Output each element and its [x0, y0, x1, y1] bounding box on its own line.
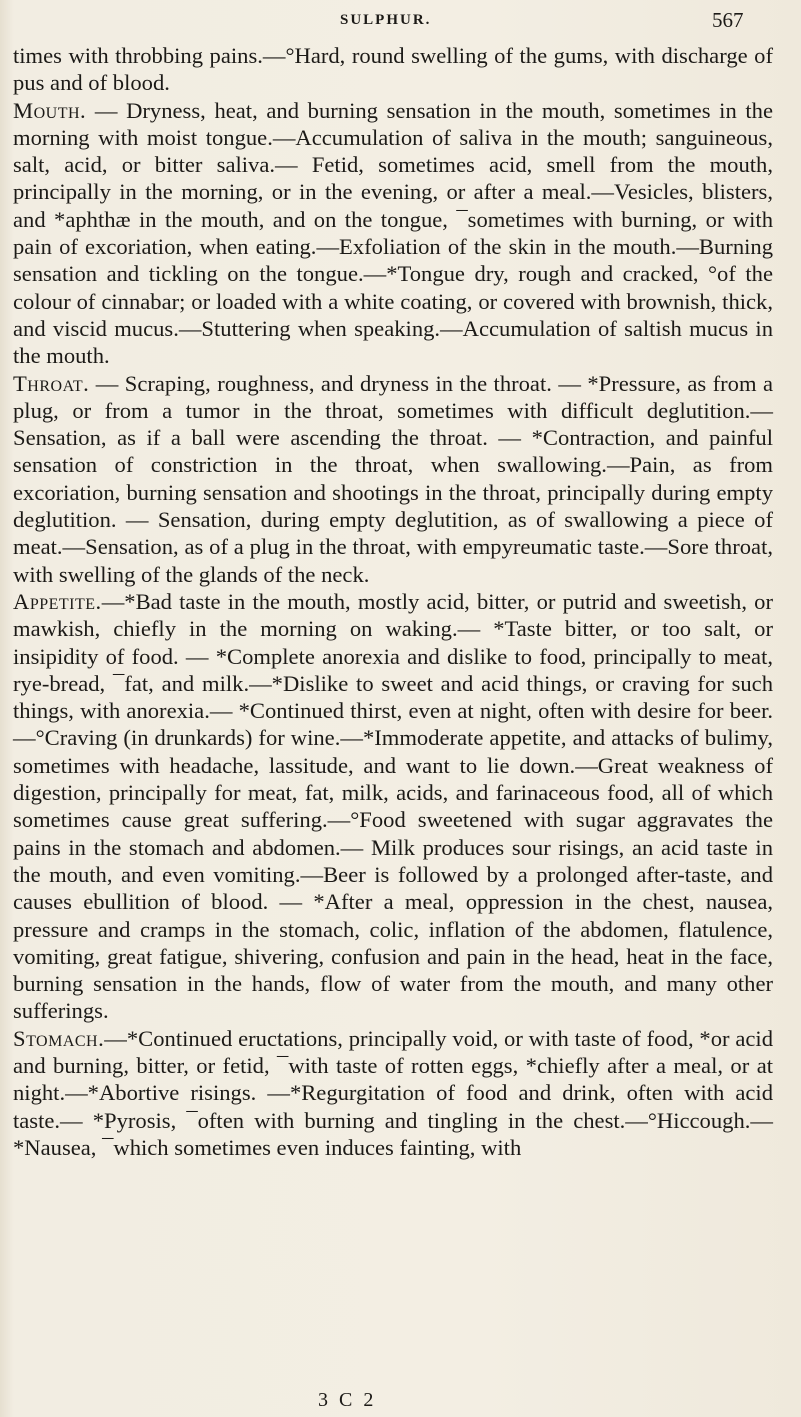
stomach-heading: Stomach.	[13, 1025, 105, 1051]
page-header	[0, 8, 801, 34]
mouth-heading: Mouth.	[13, 97, 87, 123]
gums-text: times with throbbing pains.—°Hard, round swelling of the gums, with discharge of pus and of blood.	[13, 43, 773, 96]
appetite-text: —*Bad taste in the mouth, mostly acid, bitter, or putrid and sweetish, or mawkish, chiefly in the morning on waking.— *Taste bitter, or too salt, or insipidity of food. — *Complete anorexia and dislike to food, principally to meat, rye-bread, ¯fat, and milk.—*Dislike to sweet and acid things, or craving for such things, with anorexia.— *Continued thirst, even at night, often with desire for beer.—°Craving (in drunkards) for wine.—*Immoderate appetite, and attacks of bulimy, sometimes with headache, lassitude, and want to lie down.—Great weakness of digestion, principally for meat, fat, milk, acids, and farinaceous food, all of which sometimes cause great suffering.—°Food sweetened with sugar aggravates the pains in the stomach and abdomen.— Milk produces sour risings, an acid taste in the mouth, and even vomiting.—Beer is followed by a prolonged after-taste, and causes ebullition of blood. — *After a meal, oppression in the chest, nausea, pressure and cramps in the stomach, colic, inflation of the abdomen, flatulence, vomiting, great fatigue, shivering, confusion and pain in the head, heat in the face, burning sensation in the hands, flow of water from the mouth, and many other sufferings.	[13, 588, 773, 1024]
gums-continuation	[13, 42, 773, 97]
mouth-text: — Dryness, heat, and burning sensation in the mouth, sometimes in the morning with moist tongue.—Accumulation of saliva in the mouth; sanguineous, salt, acid, or bitter saliva.— Fetid, sometimes acid, smell from the mouth, principally in the morning, or in the evening, or after a meal.—Vesicles, blisters, and *aphthæ in the mouth, and on the tongue, ¯sometimes with burning, or with pain of excoriation, when eating.—Exfoliation of the skin in the mouth.—Burning sensation and tickling on the tongue.—*Tongue dry, rough and cracked, °of the colour of cinnabar; or loaded with a white coating, or covered with brownish, thick, and viscid mucus.—Stuttering when speaking.—Accumulation of saltish mucus in the mouth.	[13, 97, 773, 369]
signature-mark: 3 C 2	[318, 1389, 377, 1411]
running-head: SULPHUR.	[340, 12, 432, 28]
appetite-section	[13, 588, 773, 1025]
throat-text: — Scraping, roughness, and dryness in the throat. — *Pressure, as from a plug, or from a tumor in the throat, sometimes with difficult deglutition.—Sensation, as if a ball were ascending the throat. — *Contraction, and painful sensation of constriction in the throat, when swallowing.—Pain, as from excoriation, burning sensation and shootings in the throat, principally during empty deglutition. — Sensation, during empty deglutition, as of swallowing a piece of meat.—Sensation, as of a plug in the throat, with empyreumatic taste.—Sore throat, with swelling of the glands of the neck.	[13, 370, 773, 587]
appetite-heading: Appetite.	[13, 588, 102, 614]
page-body	[13, 42, 773, 1161]
throat-section	[13, 370, 773, 588]
stomach-section	[13, 1025, 773, 1161]
mouth-section	[13, 97, 773, 370]
page-number: 567	[712, 8, 744, 32]
stomach-text: —*Continued eructations, principally void, or with taste of food, *or acid and burning, bitter, or fetid, ¯with taste of rotten eggs, *chiefly after a meal, or at night.—*Abortive risings. —*Regurgitation of food and drink, often with acid taste.— *Pyrosis, ¯often with burning and tingling in the chest.—°Hiccough.—*Nausea, ¯which sometimes even induces fainting, with	[13, 1025, 773, 1160]
throat-heading: Throat.	[13, 370, 90, 396]
